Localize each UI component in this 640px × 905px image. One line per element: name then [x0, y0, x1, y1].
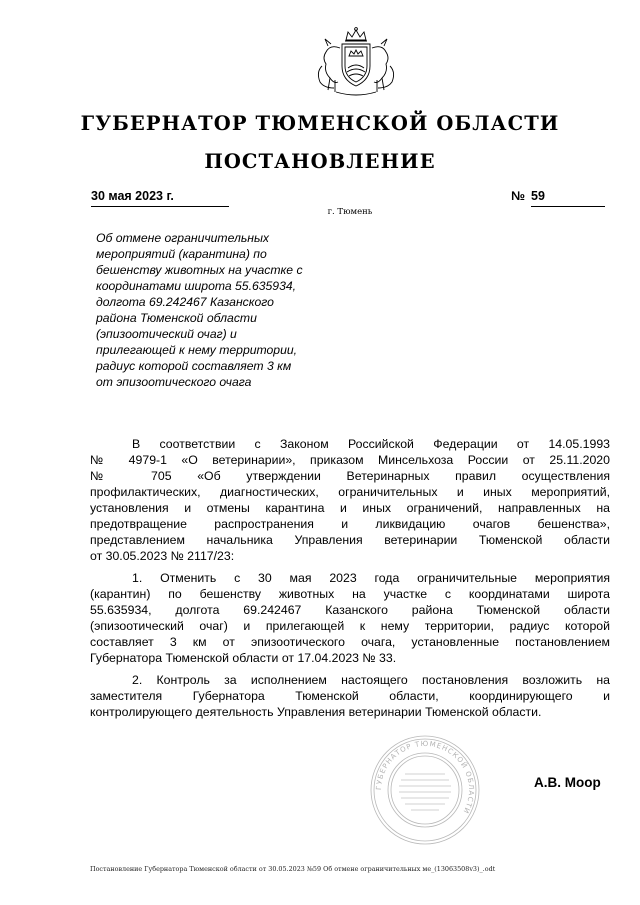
body-line: (эпизоотический очаг) и прилегающей к нему территории, радиус которой	[90, 619, 610, 633]
coat-of-arms-icon	[308, 26, 404, 100]
file-footer: Постановление Губернатора Тюменской области от 30.05.2023 №59 Об отмене ограничительных ме_(13063508v3)_.odt	[90, 865, 496, 873]
body-line: № 4979-1 «О ветеринарии», приказом Минсельхоза России от 25.11.2020	[90, 453, 610, 467]
body-line: контролирующего деятельность Управления ветеринарии Тюменской области.	[90, 705, 542, 719]
body-line: (карантин) по бешенству животных на участке с координатами широта	[90, 587, 610, 601]
document-number: 59	[531, 189, 605, 207]
subject-line: мероприятий (карантина) по	[96, 247, 267, 261]
preamble-paragraph	[90, 436, 610, 564]
document-city: г. Тюмень	[327, 207, 373, 217]
body-line: 1. Отменить с 30 мая 2023 года ограничительные мероприятия	[132, 571, 610, 585]
body-line: предотвращение распространения и ликвидацию очагов бешенства»,	[90, 517, 610, 531]
body-line: В соответствии с Законом Российской Федерации от 14.05.1993	[132, 437, 610, 451]
body-line: 55.635934, долгота 69.242467 Казанского района Тюменской области	[90, 603, 610, 617]
subject-line: координатами широта 55.635934,	[96, 279, 297, 293]
official-seal-icon	[369, 734, 481, 846]
document-type-heading: ПОСТАНОВЛЕНИЕ	[204, 150, 436, 173]
body-line: № 705 «Об утверждении Ветеринарных правил осуществления	[90, 469, 610, 483]
document-date: 30 мая 2023 г.	[91, 189, 229, 207]
subject-line: района Тюменской области	[96, 311, 257, 325]
body-line: профилактических, диагностических, ограничительных и иных мероприятий,	[90, 485, 610, 499]
body-line: установления и отмены карантина и иных ограничений, направленных на	[90, 501, 610, 515]
subject-line: от эпизоотического очага	[96, 375, 252, 389]
authority-heading: ГУБЕРНАТОР ТЮМЕНСКОЙ ОБЛАСТИ	[80, 112, 560, 135]
clause-1-paragraph	[90, 570, 610, 666]
clause-2-paragraph	[90, 672, 610, 720]
body-line: Губернатора Тюменской области от 17.04.2023 № 33.	[90, 651, 397, 665]
body-line: от 30.05.2023 № 2117/23:	[90, 549, 235, 563]
subject-line: бешенству животных на участке с	[96, 263, 303, 277]
number-sign: №	[511, 189, 525, 203]
document-subject	[96, 230, 366, 390]
subject-line: прилегающей к нему территории,	[96, 343, 298, 357]
body-line: 2. Контроль за исполнением настоящего постановления возложить на	[132, 673, 610, 687]
body-line: составляет 3 км от эпизоотического очага, установленные постановлением	[90, 635, 610, 649]
seal-ring-text: ГУБЕРНАТОР ТЮМЕНСКОЙ ОБЛАСТИ	[374, 739, 476, 816]
subject-line: долгота 69.242467 Казанского	[96, 295, 274, 309]
subject-line: Об отмене ограничительных	[96, 231, 270, 245]
signatory-name: А.В. Моор	[534, 775, 601, 790]
subject-line: (эпизоотический очаг) и	[96, 327, 237, 341]
subject-line: радиус которой составляет 3 км	[96, 359, 292, 373]
body-line: представлением начальника Управления ветеринарии Тюменской области	[90, 533, 610, 547]
body-line: заместителя Губернатора Тюменской области, координирующего и	[90, 689, 610, 703]
document-body	[90, 436, 610, 726]
